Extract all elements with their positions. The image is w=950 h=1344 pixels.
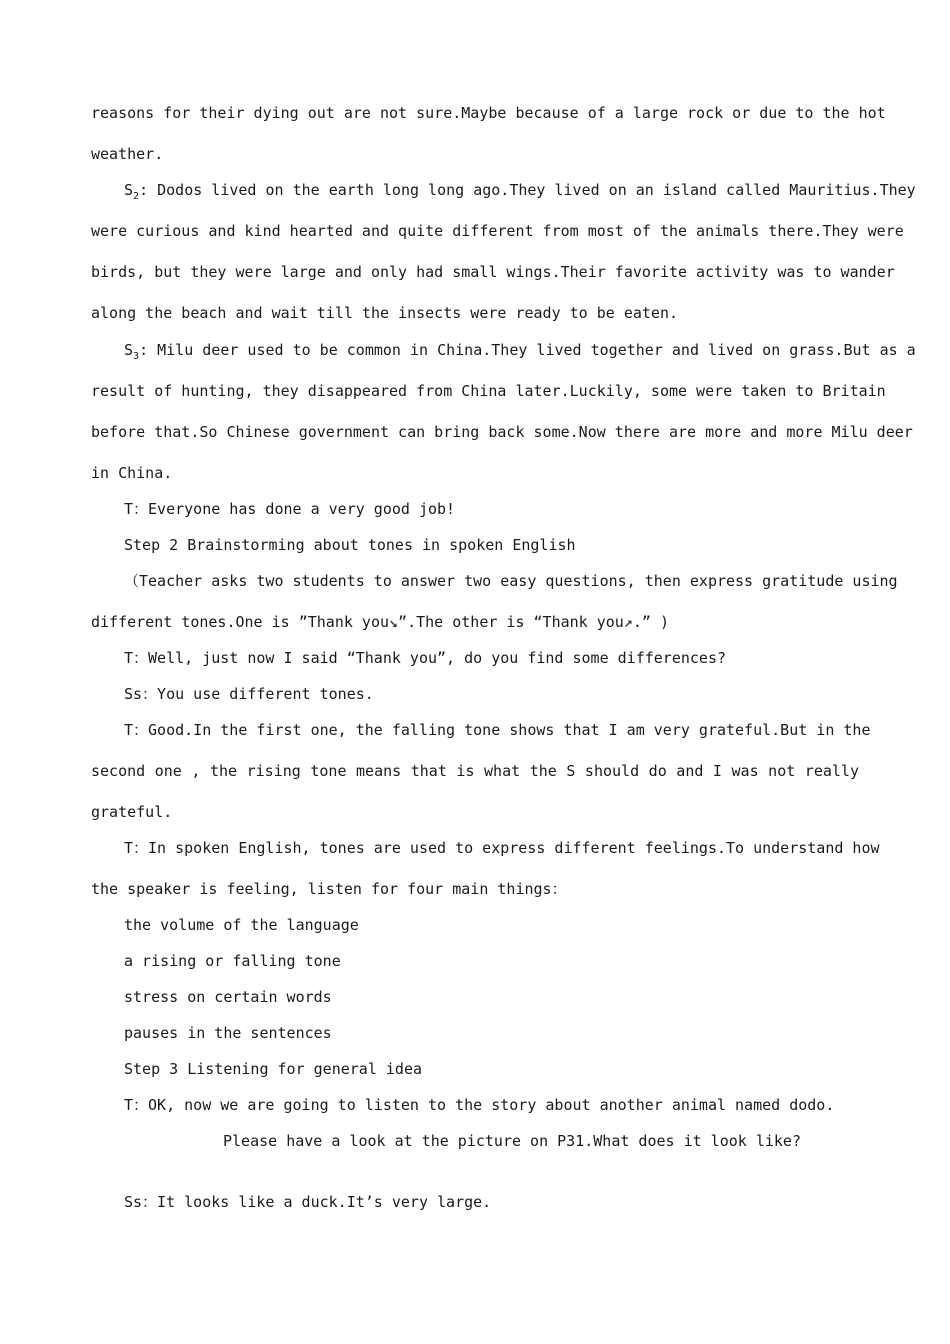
list-item: stress on certain words (124, 988, 332, 1006)
step-heading: Step 2 Brainstorming about tones in spoken English (124, 536, 576, 554)
text-line: T：Good.In the first one, the falling tone shows that I am very grateful.But in the (124, 721, 871, 739)
text-line: in China. (91, 464, 173, 482)
text-line: birds, but they were large and only had small wings.Their favorite activity was to wander (91, 263, 895, 281)
text-line: the speaker is feeling, listen for four main things： (91, 880, 567, 898)
text-line: weather. (91, 145, 164, 163)
text-line: T：Everyone has done a very good job! (124, 500, 456, 518)
text-line: different tones.One is ”Thank you↘”.The other is “Thank you↗.” ) (91, 613, 669, 631)
text-line: Please have a look at the picture on P31.What does it look like? (223, 1132, 801, 1150)
speaker-subscript: 3 (133, 351, 140, 362)
text-line: result of hunting, they disappeared from China later.Luckily, some were taken to Britain (91, 382, 886, 400)
text-line: T：In spoken English, tones are used to express different feelings.To understand how (124, 839, 880, 857)
list-item: the volume of the language (124, 916, 359, 934)
text-line: along the beach and wait till the insects were ready to be eaten. (91, 304, 678, 322)
list-item: a rising or falling tone (124, 952, 341, 970)
step-heading: Step 3 Listening for general idea (124, 1060, 423, 1078)
text-span: : Dodos lived on the earth long long ago.They lived on an island called Mauritius.They (139, 181, 916, 199)
speaker-s3-line (124, 340, 916, 362)
text-line: Ss：It looks like a duck.It’s very large. (124, 1193, 492, 1211)
list-item: pauses in the sentences (124, 1024, 332, 1042)
text-line: T：Well, just now I said “Thank you”, do you find some differences? (124, 649, 726, 667)
speaker-label: S (124, 341, 134, 359)
speaker-subscript: 2 (133, 191, 140, 202)
speaker-s2-line (124, 180, 916, 202)
text-line: reasons for their dying out are not sure.Maybe because of a large rock or due to the hot (91, 104, 886, 122)
speaker-label: S (124, 181, 134, 199)
text-line: were curious and kind hearted and quite different from most of the animals there.They were (91, 222, 904, 240)
text-line: second one , the rising tone means that is what the S should do and I was not really (91, 762, 859, 780)
text-line: Ss：You use different tones. (124, 685, 374, 703)
text-line: （Teacher asks two students to answer two easy questions, then express gratitude using (124, 572, 898, 590)
text-line: grateful. (91, 803, 173, 821)
text-span: : Milu deer used to be common in China.They lived together and lived on grass.But as a (139, 341, 916, 359)
text-line: T：OK, now we are going to listen to the story about another animal named dodo. (124, 1096, 835, 1114)
text-line: before that.So Chinese government can bring back some.Now there are more and more Milu deer (91, 423, 913, 441)
